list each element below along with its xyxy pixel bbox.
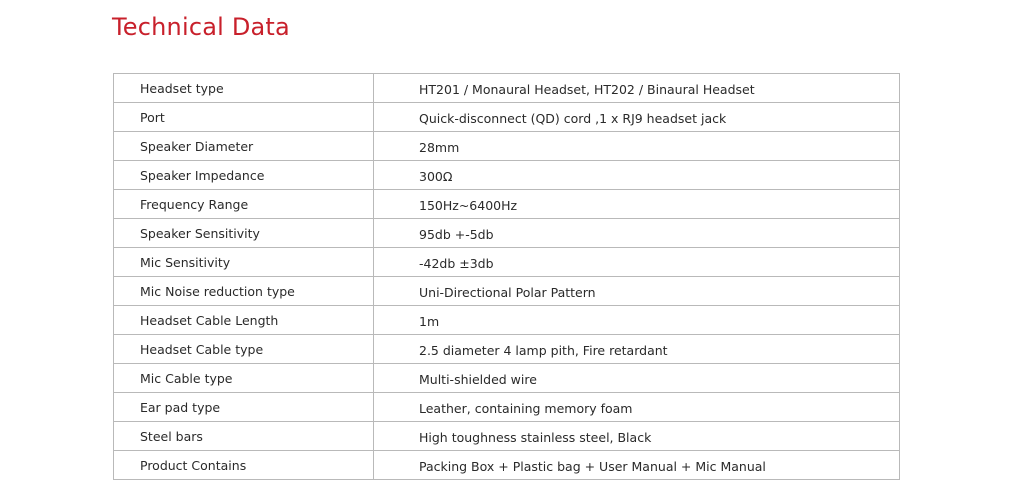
spec-label: Headset Cable Length: [114, 306, 374, 335]
table-row: [114, 393, 900, 422]
spec-label: Product Contains: [114, 451, 374, 480]
spec-value: 300Ω: [374, 161, 900, 190]
spec-value: HT201 / Monaural Headset, HT202 / Binaural Headset: [374, 74, 900, 103]
table-row: [114, 306, 900, 335]
table-row: [114, 364, 900, 393]
spec-label: Mic Cable type: [114, 364, 374, 393]
table-row: [114, 219, 900, 248]
table-row: [114, 161, 900, 190]
table-row: [114, 248, 900, 277]
table-row: [114, 451, 900, 480]
spec-value: 28mm: [374, 132, 900, 161]
table-row: [114, 277, 900, 306]
table-row: [114, 103, 900, 132]
table-row: [114, 422, 900, 451]
spec-label: Speaker Impedance: [114, 161, 374, 190]
spec-value: Leather, containing memory foam: [374, 393, 900, 422]
spec-label: Port: [114, 103, 374, 132]
spec-value: Quick-disconnect (QD) cord ,1 x RJ9 headset jack: [374, 103, 900, 132]
technical-data-table: [113, 73, 900, 480]
table-row: [114, 132, 900, 161]
spec-label: Steel bars: [114, 422, 374, 451]
spec-value: -42db ±3db: [374, 248, 900, 277]
spec-value: Uni-Directional Polar Pattern: [374, 277, 900, 306]
spec-label: Speaker Sensitivity: [114, 219, 374, 248]
spec-value: Multi-shielded wire: [374, 364, 900, 393]
spec-label: Frequency Range: [114, 190, 374, 219]
spec-label: Mic Noise reduction type: [114, 277, 374, 306]
page-title: Technical Data: [112, 13, 290, 41]
spec-label: Headset Cable type: [114, 335, 374, 364]
table-row: [114, 74, 900, 103]
table-row: [114, 335, 900, 364]
spec-label: Ear pad type: [114, 393, 374, 422]
spec-value: 95db +-5db: [374, 219, 900, 248]
spec-value: 1m: [374, 306, 900, 335]
table-row: [114, 190, 900, 219]
spec-label: Speaker Diameter: [114, 132, 374, 161]
spec-value: 2.5 diameter 4 lamp pith, Fire retardant: [374, 335, 900, 364]
spec-label: Mic Sensitivity: [114, 248, 374, 277]
spec-value: Packing Box + Plastic bag + User Manual + Mic Manual: [374, 451, 900, 480]
spec-value: 150Hz~6400Hz: [374, 190, 900, 219]
spec-value: High toughness stainless steel, Black: [374, 422, 900, 451]
spec-label: Headset type: [114, 74, 374, 103]
